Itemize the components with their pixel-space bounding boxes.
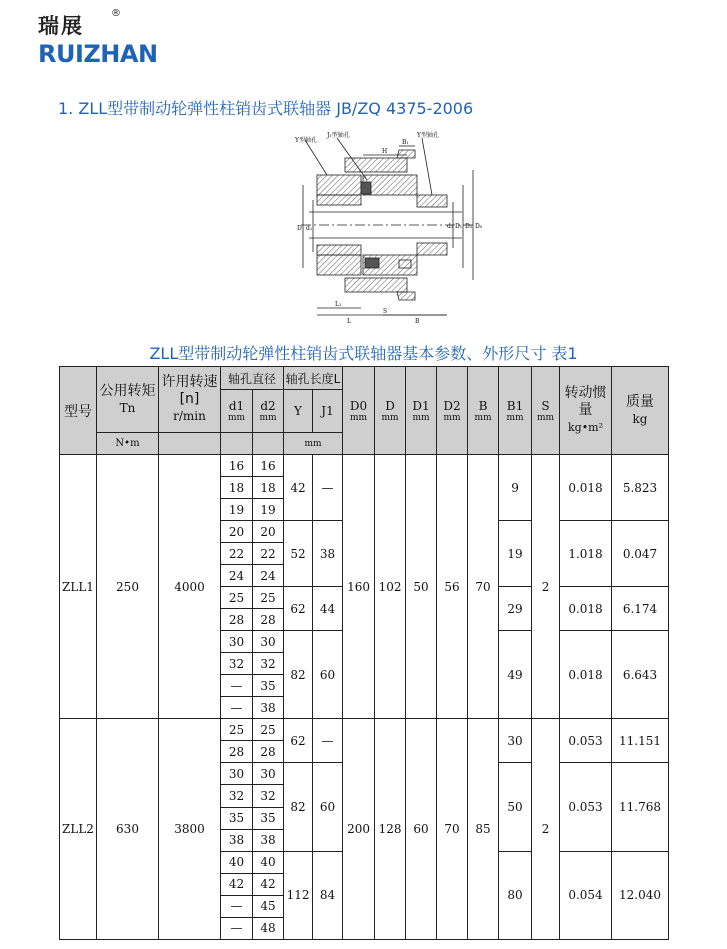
cell-j1: —: [313, 719, 343, 763]
cell-d2-outer: 70: [437, 719, 468, 940]
label-b: B: [415, 318, 420, 325]
cell-torque: 250: [97, 455, 159, 719]
cell-d1: 28: [221, 741, 253, 763]
cell-d1: 40: [221, 851, 253, 873]
cell-mass: 0.047: [612, 521, 669, 587]
header-b1: B1 mm: [499, 367, 532, 455]
cell-b1: 50: [499, 763, 532, 851]
table-body: [60, 455, 669, 940]
label-d1: D₁: [455, 223, 463, 230]
brand-name-en: RUIZHAN: [38, 40, 158, 68]
cell-d2: 42: [253, 873, 284, 895]
header-j1: J1: [313, 390, 343, 433]
cell-j1: —: [313, 455, 343, 521]
cell-d2: 38: [253, 829, 284, 851]
cell-inertia: 0.018: [560, 631, 612, 719]
cell-d2: 38: [253, 697, 284, 719]
header-torque-unit: N•m: [97, 433, 159, 455]
cell-d2: 19: [253, 499, 284, 521]
cell-d1: 19: [221, 499, 253, 521]
cell-d2: 24: [253, 565, 284, 587]
label-d2-small: d₂: [447, 223, 454, 230]
cell-j1: 60: [313, 763, 343, 851]
cell-mass: 11.151: [612, 719, 669, 763]
cell-d2: 40: [253, 851, 284, 873]
label-d: D: [297, 225, 302, 232]
cell-d2: 28: [253, 609, 284, 631]
cell-d1: 25: [221, 587, 253, 609]
header-d1-bore: d1 mm: [221, 390, 253, 433]
cell-d2: 18: [253, 477, 284, 499]
cell-inertia: 1.018: [560, 521, 612, 587]
header-torque: 公用转矩 Tn: [97, 367, 159, 433]
cell-mass: 5.823: [612, 455, 669, 521]
cell-d1: 22: [221, 543, 253, 565]
cell-d2: 35: [253, 807, 284, 829]
label-y-hole-right: Y型轴孔: [417, 132, 439, 139]
cell-inertia: 0.018: [560, 587, 612, 631]
cell-d2: 32: [253, 785, 284, 807]
brand-name-cn: 瑞展: [38, 14, 84, 38]
cell-d1: —: [221, 917, 253, 939]
label-l1: L₁: [335, 301, 342, 308]
cell-d2: 48: [253, 917, 284, 939]
cell-mass: 6.174: [612, 587, 669, 631]
header-inertia: 转动惯量 kg•m²: [560, 367, 612, 455]
cell-d: 102: [375, 455, 406, 719]
label-y-hole-left: Y型轴孔: [295, 137, 317, 144]
cell-d2: 45: [253, 895, 284, 917]
cell-b1: 49: [499, 631, 532, 719]
cell-b1: 29: [499, 587, 532, 631]
cell-d1-outer: 50: [406, 455, 437, 719]
cell-d2: 35: [253, 675, 284, 697]
cell-d1: 16: [221, 455, 253, 477]
header-d: D mm: [375, 367, 406, 455]
cell-b1: 30: [499, 719, 532, 763]
cell-y: 52: [284, 521, 313, 587]
cell-d2: 16: [253, 455, 284, 477]
label-d1-small: d₁: [306, 225, 313, 232]
registered-mark: ®: [111, 8, 121, 19]
section-title: 1. ZLL型带制动轮弹性柱销齿式联轴器 JB/ZQ 4375-2006: [58, 99, 474, 118]
cell-d1: 32: [221, 785, 253, 807]
label-s: S: [383, 308, 388, 315]
cell-d2-outer: 56: [437, 455, 468, 719]
cell-d1: 20: [221, 521, 253, 543]
header-mass: 质量 kg: [612, 367, 669, 455]
cell-s: 2: [532, 719, 560, 940]
cell-speed: 4000: [159, 455, 221, 719]
cell-d1: 24: [221, 565, 253, 587]
cell-y: 112: [284, 851, 313, 939]
cell-torque: 630: [97, 719, 159, 940]
header-speed: 许用转速 [n] r/min: [159, 367, 221, 433]
coupling-drawing: [287, 130, 487, 330]
cell-b: 70: [468, 455, 499, 719]
header-y: Y: [284, 390, 313, 433]
cell-j1: 84: [313, 851, 343, 939]
cell-d1: 35: [221, 807, 253, 829]
cell-d2: 32: [253, 653, 284, 675]
cell-d2: 25: [253, 719, 284, 741]
header-model: 型号: [60, 367, 97, 455]
header-d2: D2 mm: [437, 367, 468, 455]
header-bore-diameter: 轴孔直径: [221, 367, 284, 390]
cell-j1: 44: [313, 587, 343, 631]
cell-j1: 60: [313, 631, 343, 719]
table-header: [60, 367, 669, 455]
cell-speed: 3800: [159, 719, 221, 940]
cell-y: 62: [284, 587, 313, 631]
table-row: [60, 455, 669, 477]
cell-y: 42: [284, 455, 313, 521]
header-d0: D0 mm: [343, 367, 375, 455]
label-d0: D₀: [475, 223, 483, 230]
cell-d: 128: [375, 719, 406, 940]
cell-d1: —: [221, 675, 253, 697]
cell-y: 62: [284, 719, 313, 763]
cell-j1: 38: [313, 521, 343, 587]
cell-b1: 80: [499, 851, 532, 939]
cell-d2: 20: [253, 521, 284, 543]
header-s: S mm: [532, 367, 560, 455]
cell-d1: —: [221, 697, 253, 719]
cell-d1: 38: [221, 829, 253, 851]
label-b1: B₁: [402, 139, 409, 146]
cell-inertia: 0.053: [560, 719, 612, 763]
cell-mass: 11.768: [612, 763, 669, 851]
cell-d1: 30: [221, 763, 253, 785]
cell-y: 82: [284, 763, 313, 851]
cell-d1: 18: [221, 477, 253, 499]
cell-model: ZLL2: [60, 719, 97, 940]
cell-d2: 30: [253, 631, 284, 653]
cell-s: 2: [532, 455, 560, 719]
header-d2-bore: d2 mm: [253, 390, 284, 433]
cell-inertia: 0.053: [560, 763, 612, 851]
cell-d2: 28: [253, 741, 284, 763]
cell-d0: 160: [343, 455, 375, 719]
cell-b1: 19: [499, 521, 532, 587]
spec-table: [59, 366, 669, 940]
label-d2: D₂: [465, 223, 473, 230]
header-d1-blank: [221, 433, 253, 455]
cell-d1: —: [221, 895, 253, 917]
cell-b1: 9: [499, 455, 532, 521]
cell-b: 85: [468, 719, 499, 940]
header-speed-blank: [159, 433, 221, 455]
cell-inertia: 0.054: [560, 851, 612, 939]
cell-y: 82: [284, 631, 313, 719]
table-caption: ZLL型带制动轮弹性柱销齿式联轴器基本参数、外形尺寸 表1: [149, 344, 578, 363]
cell-model: ZLL1: [60, 455, 97, 719]
label-l: L: [347, 318, 351, 325]
cell-d1: 32: [221, 653, 253, 675]
table-row: [60, 719, 669, 741]
cell-d2: 30: [253, 763, 284, 785]
cell-d1: 25: [221, 719, 253, 741]
cell-d2: 25: [253, 587, 284, 609]
cell-mass: 12.040: [612, 851, 669, 939]
header-d2-blank: [253, 433, 284, 455]
header-d1: D1 mm: [406, 367, 437, 455]
header-bore-length: 轴孔长度L: [284, 367, 343, 390]
cell-d2: 22: [253, 543, 284, 565]
header-length-unit: mm: [284, 433, 343, 455]
cell-mass: 6.643: [612, 631, 669, 719]
cell-d1: 30: [221, 631, 253, 653]
cell-d1: 42: [221, 873, 253, 895]
cell-inertia: 0.018: [560, 455, 612, 521]
cell-d0: 200: [343, 719, 375, 940]
label-h: H: [382, 148, 388, 155]
header-b: B mm: [468, 367, 499, 455]
label-j1-hole: J₁型轴孔: [327, 132, 350, 139]
cell-d1: 28: [221, 609, 253, 631]
brand-logo: [38, 10, 158, 70]
cell-d1-outer: 60: [406, 719, 437, 940]
